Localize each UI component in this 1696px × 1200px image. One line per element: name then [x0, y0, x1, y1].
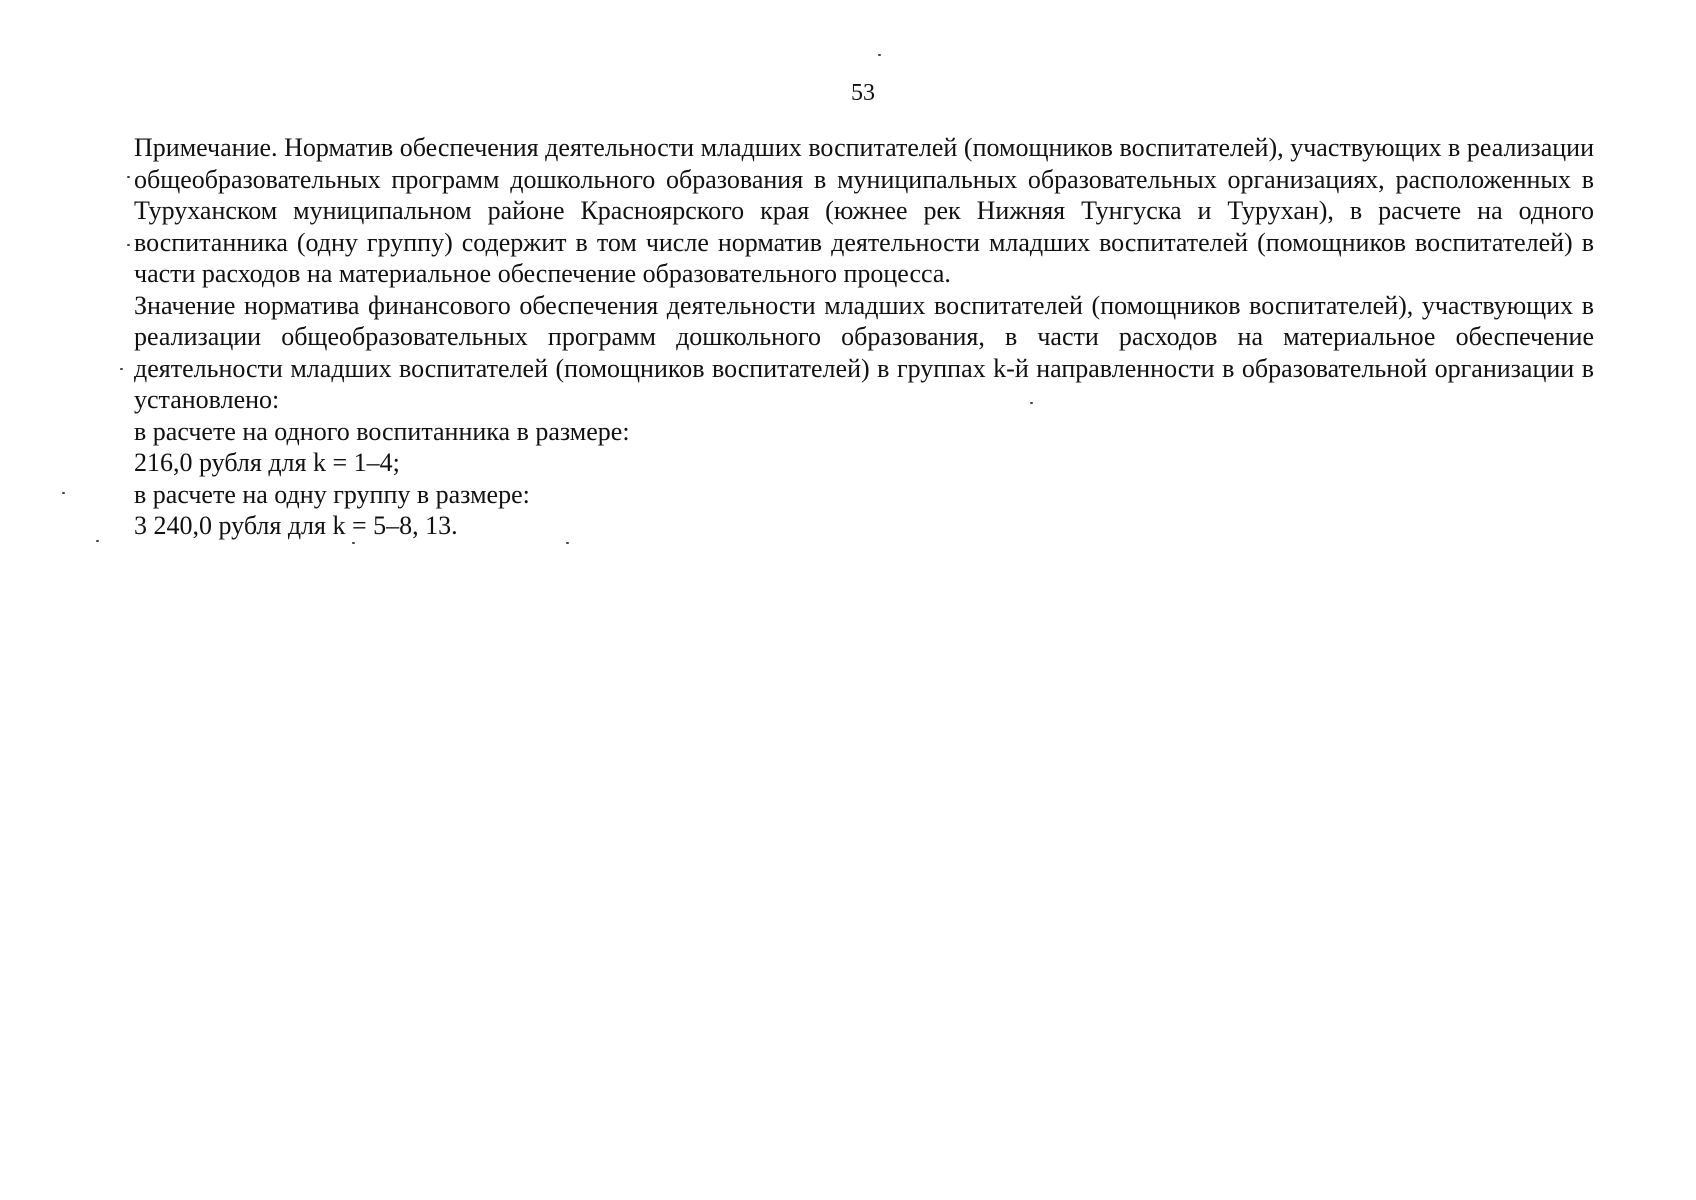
per-pupil-line: в расчете на одного воспитанника в размере: — [134, 416, 630, 446]
scan-speck — [127, 176, 130, 178]
scan-speck — [352, 542, 355, 544]
scan-speck — [878, 54, 881, 56]
value-paragraph: Значение норматива финансового обеспечения деятельности младших воспитателей (помощников воспитателей), участвующих в реализации общеобразовательных программ дошкольного образования, в части расходов на материальное обеспечение деятельности младших воспитателей (помощников воспитателей) в группах k-й направленности в образовательной организации в установлено: — [134, 290, 1594, 414]
scan-speck — [62, 492, 65, 494]
per-pupil-value-line: 216,0 рубля для k = 1–4; — [134, 448, 400, 477]
scan-speck — [127, 244, 130, 246]
scan-speck — [120, 368, 123, 370]
scan-speck — [1030, 402, 1033, 404]
page-number: 53 — [851, 80, 875, 106]
note-paragraph: Примечание. Норматив обеспечения деятельности младших воспитателей (помощников воспитателей), участвующих в реализации общеобразовательных программ дошкольного образования в муниципальных образовательных организациях, расположенных в Туруханском муниципальном районе Красноярского края (южнее рек Нижняя Тунгуска и Турухан), в расчете на одного воспитанника (одну группу) содержит в том числе норматив деятельности младших воспитателей (помощников воспитателей) в части расходов на материальное обеспечение образовательного процесса. — [134, 133, 1594, 288]
per-group-line: в расчете на одну группу в размере: — [134, 479, 530, 509]
document-body — [134, 132, 1594, 542]
scan-speck — [566, 542, 569, 544]
per-group-value-line: 3 240,0 рубля для k = 5–8, 13. — [134, 511, 458, 540]
scan-speck — [96, 540, 99, 542]
